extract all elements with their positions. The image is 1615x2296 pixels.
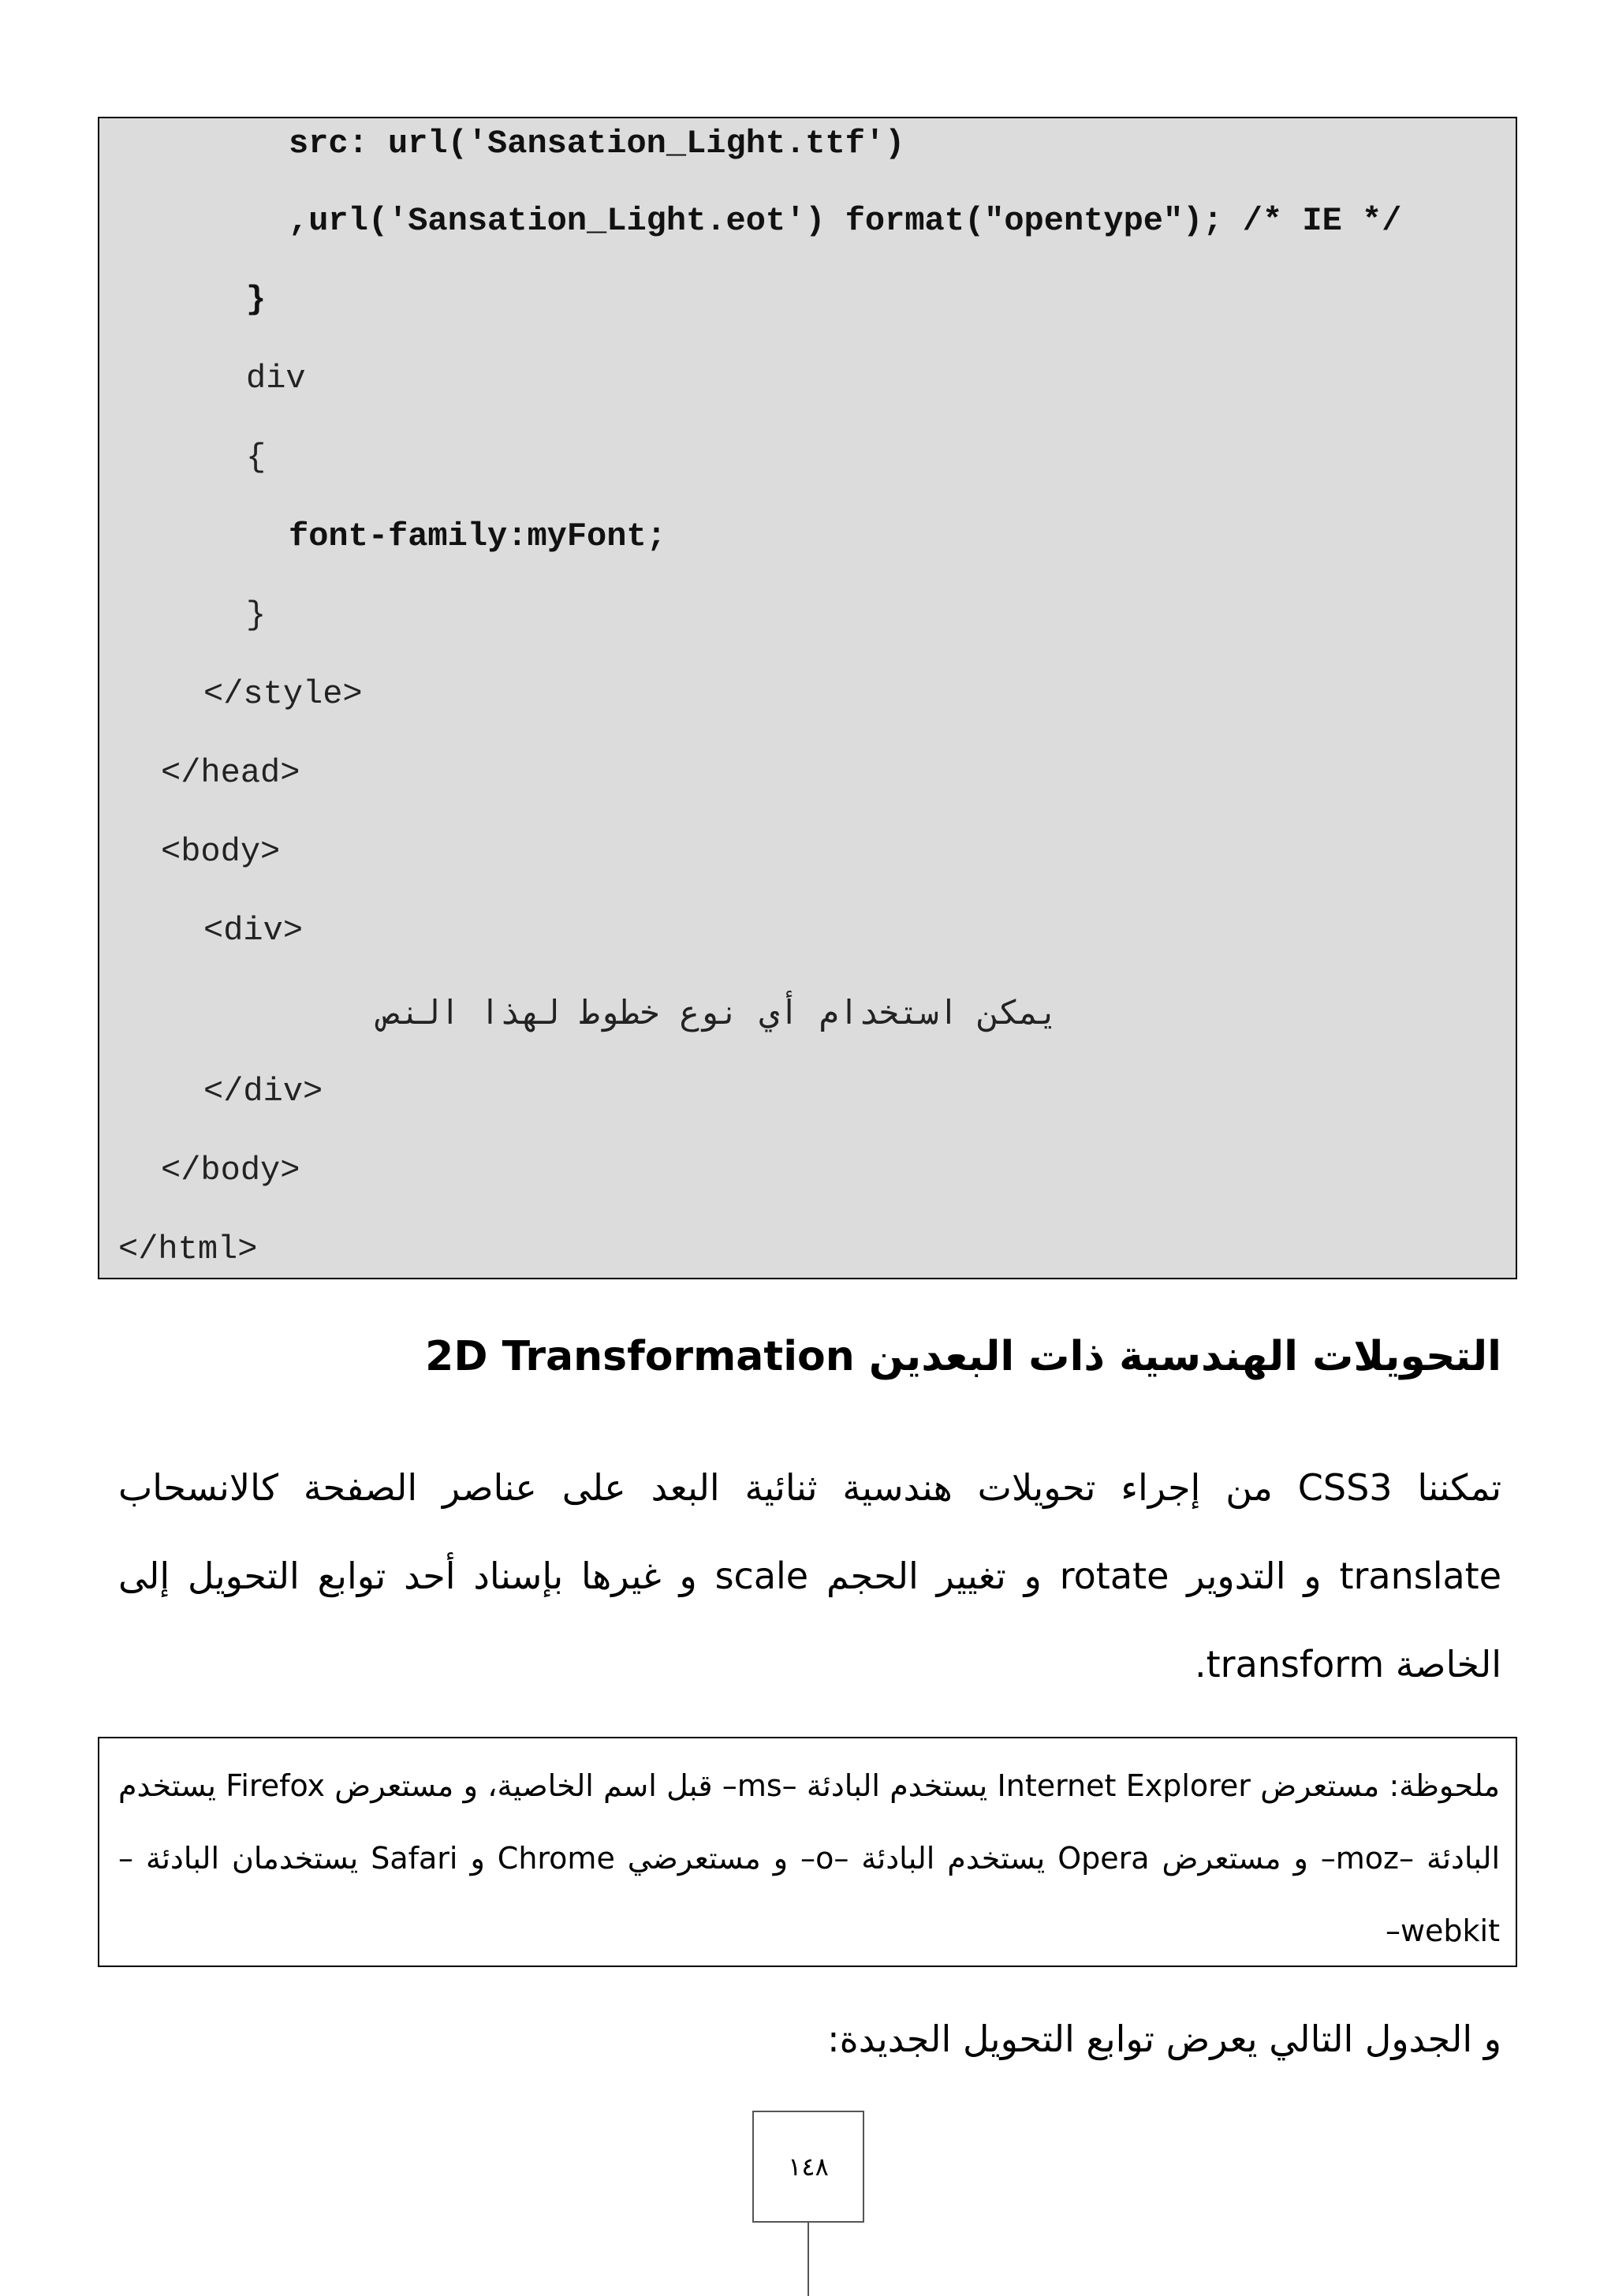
code-block <box>98 117 1517 1279</box>
code-line-arabic-text: يمكن استخدام أي نوع خطوط لهذا النص <box>380 993 1058 1032</box>
page-number-label: ١٤٨ <box>788 2152 829 2182</box>
section-paragraph: تمكننا CSS3 من إجراء تحويلات هندسية ثنائية البعد على عناصر الصفحة كالانسحاب translate و التدوير rotate و تغيير الحجم scale و غيرها بإسناد أحد توابع التحويل إلى الخاصة transform. <box>118 1466 1501 1686</box>
section-heading: التحويلات الهندسية ذات البعدين 2D Transformation <box>425 1333 1501 1380</box>
code-line-html-close: </html> <box>118 1230 258 1268</box>
code-line-open-brace: { <box>246 439 267 476</box>
code-line-body-open: <body> <box>161 833 281 871</box>
code-line-font-family: font-family:myFont; <box>289 517 666 555</box>
code-line-div-open: <div> <box>203 912 304 950</box>
code-line-src: src: url('Sansation_Light.ttf') <box>289 125 905 162</box>
note-box <box>98 1737 1517 1967</box>
code-line-head-close: </head> <box>161 754 300 792</box>
page-number-stem <box>808 2223 809 2296</box>
code-line-close-brace-2: } <box>246 596 267 634</box>
code-line-div-close: </div> <box>203 1073 323 1111</box>
code-line-body-close: </body> <box>161 1152 300 1189</box>
code-line-div-selector: div <box>246 360 306 398</box>
code-line-close-brace: } <box>246 281 267 319</box>
closing-text: و الجدول التالي يعرض توابع التحويل الجديدة: <box>827 2018 1501 2060</box>
note-text: ملحوظة: مستعرض Internet Explorer يستخدم البادئة –ms– قبل اسم الخاصية، و مستعرض Firefox يستخدم البادئة –moz– و مستعرض Opera يستخدم البادئة –o– و مستعرضي Chrome و Safari يستخدمان البادئة –webkit– <box>118 1768 1501 1948</box>
code-line-url-eot: ,url('Sansation_Light.eot') format("opentype"); /* IE */ <box>289 202 1402 240</box>
page-number <box>752 2111 864 2223</box>
code-line-style-close: </style> <box>203 675 363 713</box>
